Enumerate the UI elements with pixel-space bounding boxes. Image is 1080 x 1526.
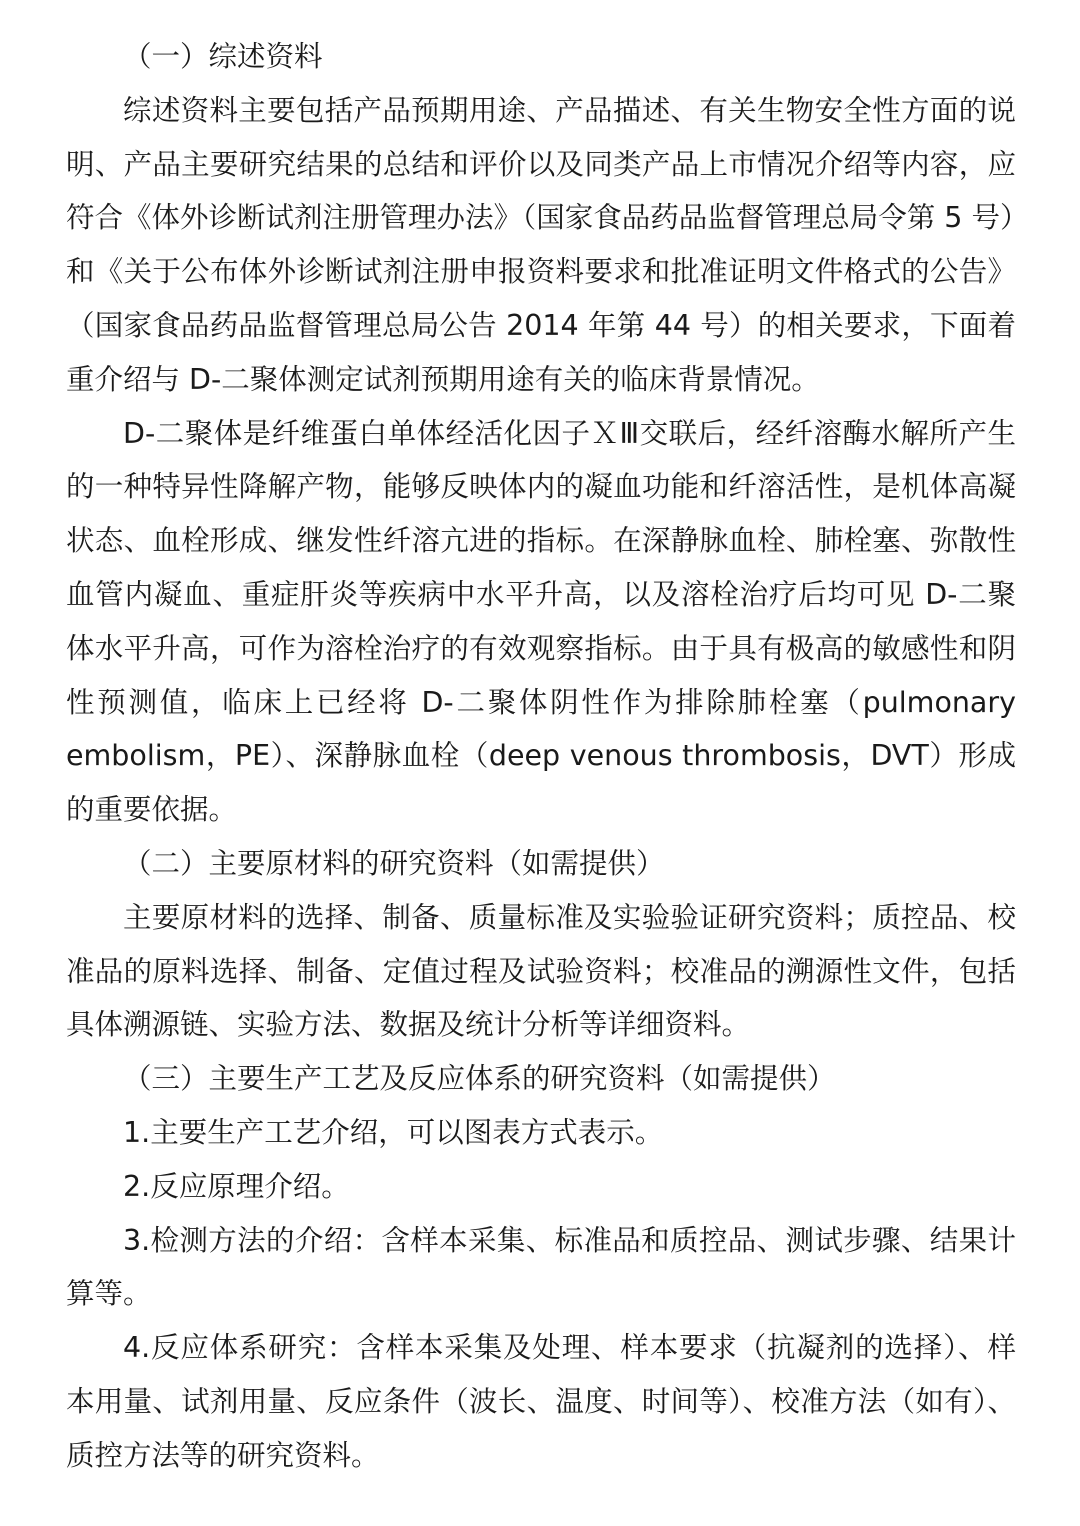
document-page bbox=[66, 30, 1029, 1483]
list-item-1: 1.主要生产工艺介绍，可以图表方式表示。 bbox=[123, 1115, 664, 1149]
section-heading-production-process: （三）主要生产工艺及反应体系的研究资料（如需提供） bbox=[123, 1062, 836, 1096]
paragraph-line: 状态、血栓形成、继发性纤溶亢进的指标。在深静脉血栓、肺栓塞、弥散性 bbox=[66, 524, 1016, 558]
paragraph-line: 体水平升高，可作为溶栓治疗的有效观察指标。由于具有极高的敏感性和阴 bbox=[66, 631, 1016, 665]
paragraph-line: embolism，PE）、深静脉血栓（deep venous thrombosis，DVT）形成 bbox=[66, 739, 1016, 773]
section-heading-overview: （一）综述资料 bbox=[123, 40, 323, 73]
paragraph-line: 明、产品主要研究结果的总结和评价以及同类产品上市情况介绍等内容，应 bbox=[66, 147, 1016, 181]
paragraph-line: D-二聚体是纤维蛋白单体经活化因子ＸⅢ交联后，经纤溶酶水解所产生 bbox=[123, 416, 1016, 450]
paragraph-line: 具体溯源链、实验方法、数据及统计分析等详细资料。 bbox=[66, 1008, 751, 1042]
paragraph-line: 主要原材料的选择、制备、质量标准及实验验证研究资料；质控品、校 bbox=[123, 900, 1016, 934]
list-item-4: 4.反应体系研究：含样本采集及处理、样本要求（抗凝剂的选择）、样 bbox=[123, 1331, 1016, 1365]
paragraph-line: （国家食品药品监督管理总局公告 2014 年第 44 号）的相关要求，下面着 bbox=[66, 308, 1016, 342]
paragraph-line: 准品的原料选择、制备、定值过程及试验资料；校准品的溯源性文件，包括 bbox=[66, 954, 1016, 988]
paragraph-line: 血管内凝血、重症肝炎等疾病中水平升高，以及溶栓治疗后均可见 D-二聚 bbox=[66, 577, 1016, 611]
paragraph-line: 综述资料主要包括产品预期用途、产品描述、有关生物安全性方面的说 bbox=[123, 93, 1016, 127]
paragraph-line: 的一种特异性降解产物，能够反映体内的凝血功能和纤溶活性，是机体高凝 bbox=[66, 470, 1016, 504]
paragraph-line: 质控方法等的研究资料。 bbox=[66, 1438, 380, 1472]
paragraph-line: 符合《体外诊断试剂注册管理办法》（国家食品药品监督管理总局令第 5 号） bbox=[66, 201, 1029, 235]
list-item-2: 2.反应原理介绍。 bbox=[123, 1169, 350, 1203]
paragraph-line: 的重要依据。 bbox=[66, 793, 238, 827]
paragraph-line: 和《关于公布体外诊断试剂注册申报资料要求和批准证明文件格式的公告》 bbox=[66, 255, 1016, 289]
paragraph-line: 本用量、试剂用量、反应条件（波长、温度、时间等）、校准方法（如有）、 bbox=[66, 1384, 1016, 1418]
paragraph-line: 重介绍与 D-二聚体测定试剂预期用途有关的临床背景情况。 bbox=[66, 362, 820, 396]
list-item-3: 3.检测方法的介绍：含样本采集、标准品和质控品、测试步骤、结果计 bbox=[123, 1223, 1016, 1257]
section-heading-raw-materials: （二）主要原材料的研究资料（如需提供） bbox=[123, 846, 665, 880]
paragraph-line: 算等。 bbox=[66, 1277, 152, 1311]
paragraph-line: 性预测值，临床上已经将 D-二聚体阴性作为排除肺栓塞（pulmonary bbox=[66, 685, 1016, 719]
